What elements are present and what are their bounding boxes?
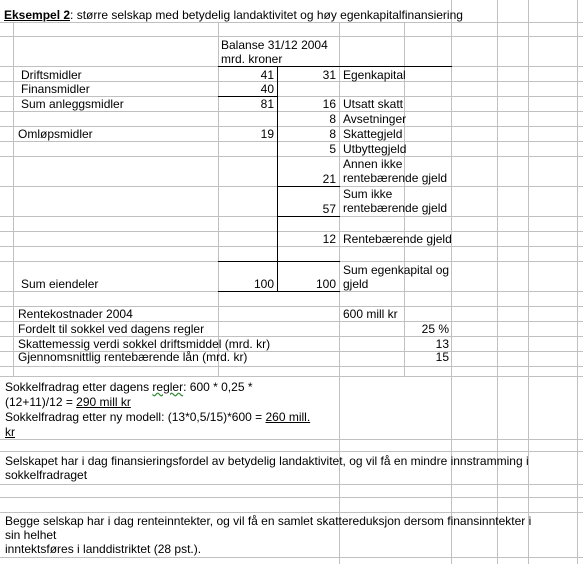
param-label: Skattemessig verdi sokkel driftsmiddel (mrd. kr): [18, 337, 271, 351]
deduction-text: : 600 * 0,25 *: [183, 380, 253, 394]
deduction-line1: [5, 380, 253, 394]
paragraph-2: [5, 514, 531, 556]
total-liab-value: 100: [315, 277, 336, 291]
page-title: [4, 8, 463, 22]
asset-value: 19: [260, 127, 274, 141]
title-rest: : større selskap med betydelig landaktivitet og høy egenkapitalfinansiering: [70, 8, 463, 22]
subtotal-rule-liab-1: [278, 186, 340, 187]
header-rule: [218, 66, 452, 67]
title-bold: Eksempel 2: [4, 8, 71, 22]
liability-label-line2: rentebærende gjeld: [343, 171, 448, 185]
param-label: Fordelt til sokkel ved dagens regler: [18, 322, 205, 336]
param-label: Rentekostnader 2004: [18, 307, 133, 321]
liability-value: 57: [322, 202, 336, 216]
paragraph-1-line2: sokkelfradraget: [5, 468, 88, 482]
deduction-text: Sokkelfradrag etter dagens: [5, 380, 153, 394]
liability-label: Utsatt skatt: [343, 97, 404, 111]
liability-label: Utbyttegjeld: [343, 142, 407, 156]
subtotal-rule-liab-2: [278, 216, 340, 217]
liability-value: 12: [322, 232, 336, 246]
param-value: 600 mill kr: [343, 307, 398, 321]
liability-label: Avsetninger: [343, 112, 407, 126]
liability-value: 5: [329, 142, 336, 156]
paragraph-2-line3: inntektsføres i landdistriktet (28 pst.).: [5, 542, 202, 556]
liability-value: 8: [329, 127, 336, 141]
liability-label: Skattegjeld: [343, 127, 403, 141]
deduction-text: Sokkelfradrag etter ny modell: (13*0,5/15)*600 =: [5, 410, 266, 424]
param-value: 15: [435, 350, 449, 364]
total-rule: [218, 261, 340, 262]
asset-value: 40: [260, 82, 274, 96]
total-liab-label-line2: gjeld: [343, 277, 369, 291]
asset-value: 41: [260, 68, 274, 82]
liability-value: 8: [329, 112, 336, 126]
total-bottom-rule: [218, 291, 340, 292]
deduction-line3: [5, 410, 310, 424]
paragraph-2-line2: sin helhet: [5, 528, 57, 542]
asset-label: Finansmidler: [21, 82, 90, 96]
asset-value: 81: [260, 97, 274, 111]
liability-label: Egenkapital: [343, 68, 406, 82]
asset-label: Sum anleggsmidler: [21, 97, 124, 111]
balance-header-line2: mrd. kroner: [221, 52, 283, 66]
param-value: 25 %: [421, 322, 449, 336]
paragraph-1-line1: Selskapet har i dag finansieringsfordel av betydelig landaktivitet, og vil få en mindre innstramming i: [5, 454, 529, 468]
deduction-line4: kr: [5, 425, 15, 439]
deduction-text-underlined: regler: [152, 380, 184, 394]
total-assets-value: 100: [253, 277, 274, 291]
liability-label: Rentebærende gjeld: [343, 232, 452, 246]
paragraph-1: [5, 454, 529, 482]
balance-header-line1: Balanse 31/12 2004: [221, 38, 328, 52]
total-liab-label-line1: Sum egenkapital og: [343, 263, 450, 277]
liability-label-multiline: [343, 187, 447, 215]
liability-label-line2: rentebærende gjeld: [343, 201, 448, 215]
liability-label-multiline: [343, 157, 447, 185]
param-value: 13: [435, 337, 449, 351]
deduction-result: 290 mill kr: [76, 395, 131, 409]
paragraph-2-line1: Begge selskap har i dag renteinntekter, og vil få en samlet skattereduksjon dersom finansinntekter i: [5, 514, 532, 528]
balance-header: [221, 38, 328, 66]
liability-value: 21: [322, 172, 336, 186]
asset-label: Driftsmidler: [21, 68, 82, 82]
liability-label-line1: Sum ikke: [343, 187, 393, 201]
liability-label-line1: Annen ikke: [343, 157, 403, 171]
total-liab-label: [343, 263, 449, 291]
liability-value: 16: [322, 97, 336, 111]
deduction-line2: [5, 395, 131, 409]
asset-label: Omløpsmidler: [18, 127, 93, 141]
total-assets-label: Sum eiendeler: [21, 277, 99, 291]
deduction-text: (12+11)/12 =: [5, 395, 77, 409]
liability-value: 31: [322, 68, 336, 82]
deduction-result: 260 mill.: [265, 410, 311, 424]
param-label: Gjennomsnittlig rentebærende lån (mrd. kr): [18, 350, 248, 364]
